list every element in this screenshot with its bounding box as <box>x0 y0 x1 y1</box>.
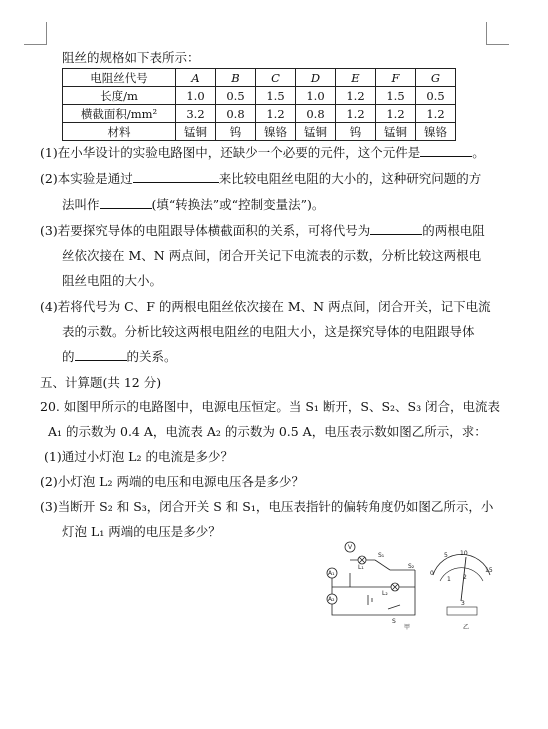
table-cell: F <box>376 69 416 87</box>
question-text: 。 <box>472 145 485 160</box>
table-cell: 1.2 <box>336 87 376 105</box>
question-20-cont: A₁ 的示数为 0.4 A，电流表 A₂ 的示数为 0.5 A，电压表示数如图乙所示，求： <box>48 424 487 439</box>
table-cell: 3.2 <box>176 105 216 123</box>
table-cell: 0.8 <box>216 105 256 123</box>
question-20: 20. 如图甲所示的电路图中，电源电压恒定。当 S₁ 断开，S、S₂、S₃ 闭合，电流表 <box>40 399 501 414</box>
ammeter-a2-icon <box>327 594 337 604</box>
table-cell: 材料 <box>63 123 176 141</box>
tick-5: 5 <box>444 552 448 559</box>
question-3 <box>40 221 485 239</box>
question-text: (2)本实验是通过 <box>40 171 133 186</box>
table-cell: 钨 <box>216 123 256 141</box>
answer-blank[interactable] <box>370 221 422 235</box>
question-text: (填“转换法”或“控制变量法”)。 <box>151 197 325 212</box>
question-2 <box>40 169 481 187</box>
table-cell: 锰铜 <box>296 123 336 141</box>
table-intro: 阻丝的规格如下表所示： <box>62 50 200 65</box>
caption-yi: 乙 <box>463 624 470 630</box>
question-20-part-1: (1)通过小灯泡 L₂ 的电流是多少？ <box>44 449 233 464</box>
lamp-l2-icon <box>391 583 399 591</box>
label-l2: L₂ <box>382 590 388 597</box>
tick-15: 15 <box>485 567 493 574</box>
circuit-and-meter-figure <box>320 535 495 630</box>
label-s2: S₂ <box>408 563 415 570</box>
table-cell: 电阻丝代号 <box>63 69 176 87</box>
tick-10: 10 <box>460 550 468 557</box>
label-l1: L₁ <box>358 564 364 571</box>
tick-3: 3 <box>461 600 465 607</box>
ammeter-a1-icon <box>327 568 337 578</box>
table-cell: A <box>176 69 216 87</box>
question-text: (3)若要探究导体的电阻跟导体横截面积的关系，可将代号为 <box>40 223 371 238</box>
label-a1: A₁ <box>328 570 335 577</box>
label-v: V <box>348 544 353 551</box>
label-s1: S₁ <box>378 552 385 559</box>
tick-1: 1 <box>447 576 451 583</box>
lamp-l1-icon <box>358 556 366 564</box>
table-cell: C <box>256 69 296 87</box>
table-cell: D <box>296 69 336 87</box>
table-row <box>63 69 456 87</box>
tick-2: 2 <box>463 574 467 581</box>
table-cell: 0.5 <box>216 87 256 105</box>
question-20-part-3-cont: 灯泡 L₁ 两端的电压是多少？ <box>62 524 221 539</box>
table-cell: 1.2 <box>416 105 456 123</box>
table-cell: 1.0 <box>176 87 216 105</box>
table-cell: 0.8 <box>296 105 336 123</box>
question-1 <box>40 143 485 161</box>
question-20-part-3: (3)当断开 S₂ 和 S₃，闭合开关 S 和 S₁，电压表指针的偏转角度仍如图乙所示，小 <box>40 499 494 514</box>
label-s: S <box>392 618 396 625</box>
question-3-cont: 丝依次接在 M、N 两点间，闭合开关记下电流表的示数，分析比较这两根电 <box>62 248 482 263</box>
table-cell: 镍铬 <box>256 123 296 141</box>
question-3-cont: 阻丝电阻的大小。 <box>62 273 163 288</box>
resistance-wire-table <box>62 68 456 141</box>
table-cell: E <box>336 69 376 87</box>
label-a2: A₂ <box>328 596 335 603</box>
corner-mark-top-left <box>24 22 47 45</box>
table-cell: 长度/m <box>63 87 176 105</box>
question-text: 的关系。 <box>126 349 177 364</box>
answer-blank[interactable] <box>133 169 219 183</box>
table-cell: 1.0 <box>296 87 336 105</box>
table-cell: B <box>216 69 256 87</box>
table-cell: 锰铜 <box>176 123 216 141</box>
corner-mark-top-right <box>486 22 509 45</box>
table-cell: 1.2 <box>256 105 296 123</box>
question-4: (4)若将代号为 C、F 的两根电阻丝依次接在 M、N 两点间，闭合开关，记下电流 <box>40 299 491 314</box>
voltmeter-icon <box>345 542 355 552</box>
table-cell: 钨 <box>336 123 376 141</box>
question-4-cont <box>62 347 177 365</box>
question-text: 的 <box>62 349 75 364</box>
question-text: 的两根电阻 <box>422 223 485 238</box>
question-text: 来比较电阻丝电阻的大小的，这种研究问题的方 <box>218 171 482 186</box>
section-heading: 五、计算题(共 12 分) <box>40 375 162 390</box>
table-cell: G <box>416 69 456 87</box>
answer-blank[interactable] <box>100 195 152 209</box>
answer-blank[interactable] <box>420 143 472 157</box>
question-4-cont: 表的示数。分析比较这两根电阻丝的电阻大小，这是探究导体的电阻跟导体 <box>62 324 475 339</box>
table-cell: 横截面积/mm² <box>63 105 176 123</box>
table-cell: 0.5 <box>416 87 456 105</box>
answer-blank[interactable] <box>75 347 127 361</box>
table-cell: 1.5 <box>256 87 296 105</box>
circuit-diagram <box>332 560 415 615</box>
table-row <box>63 105 456 123</box>
caption-jia: 甲 <box>404 624 411 630</box>
table-cell: 1.2 <box>336 105 376 123</box>
table-row <box>63 123 456 141</box>
table-cell: 1.5 <box>376 87 416 105</box>
table-cell: 镍铬 <box>416 123 456 141</box>
table-cell: 1.2 <box>376 105 416 123</box>
question-20-part-2: (2)小灯泡 L₂ 两端的电压和电源电压各是多少？ <box>40 474 304 489</box>
question-2-cont <box>62 195 324 213</box>
tick-0: 0 <box>430 570 434 577</box>
table-cell: 锰铜 <box>376 123 416 141</box>
question-text: (1)在小华设计的实验电路图中，还缺少一个必要的元件，这个元件是 <box>40 145 421 160</box>
table-row <box>63 87 456 105</box>
question-text: 法叫作 <box>62 197 100 212</box>
